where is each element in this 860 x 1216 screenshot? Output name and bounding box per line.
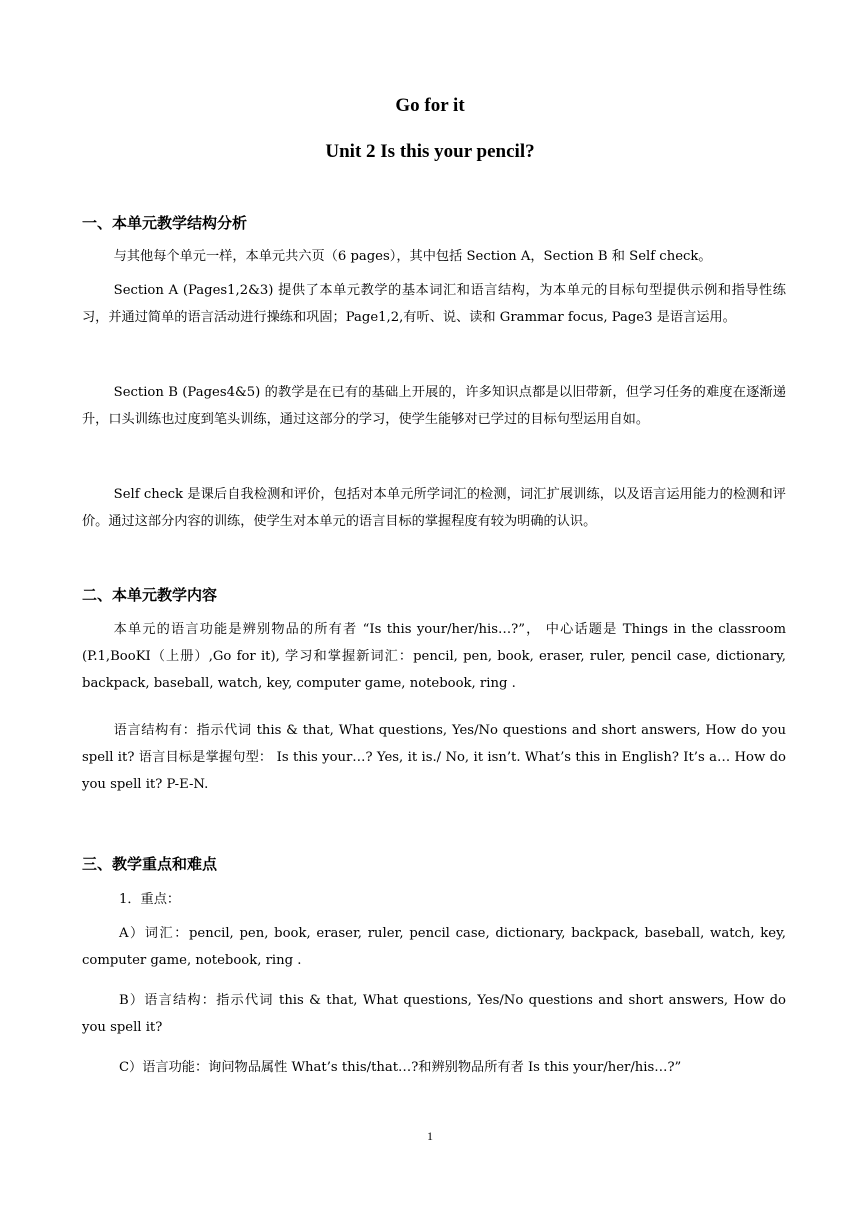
paragraph: 本单元的语言功能是辨别物品的所有者 “Is this your/her/his…?”， 中心话题是 Things in the classroom (P.1,BooKI（上册）,Go for it), 学习和掌握新词汇：pencil, pen, book, eraser, ruler, pencil case, dictionary, backpack, baseball, watch, key, computer game, notebook, ring .	[82, 622, 786, 691]
paragraph: 语言结构有：指示代词 this & that, What questions, Yes/No questions and short answers, How do you spell it? 语言目标是掌握句型： Is this your…? Yes, it is./ No, it isn’t. What’s this in English? It’s a… How do you spell it? P-E-N.	[82, 723, 786, 792]
section-heading: 三、教学重点和难点	[82, 855, 218, 873]
document-subtitle: Unit 2 Is this your pencil?	[325, 141, 535, 162]
document-title: Go for it	[395, 95, 465, 116]
page-number: 1	[427, 1129, 433, 1143]
section-heading: 二、本单元教学内容	[82, 586, 218, 604]
paragraph: Self check 是课后自我检测和评价，包括对本单元所学词汇的检测，词汇扩展训练，以及语言运用能力的检测和评价。通过这部分内容的训练，使学生对本单元的语言目标的掌握程度有较为明确的认识。	[82, 487, 786, 529]
paragraph: 与其他每个单元一样，本单元共六页（6 pages），其中包括 Section A，Section B 和 Self check。	[113, 249, 712, 264]
list-item: B）语言结构：指示代词 this & that, What questions, Yes/No questions and short answers, How do you spell it?	[82, 993, 786, 1035]
paragraph: Section A (Pages1,2&3) 提供了本单元教学的基本词汇和语言结构，为本单元的目标句型提供示例和指导性练习，并通过简单的语言活动进行操练和巩固；Page1,2,有听、说、读和 Grammar focus, Page3 是语言运用。	[82, 283, 786, 325]
list-item: C）语言功能：询问物品属性 What’s this/that…?和辨别物品所有者 Is this your/her/his…?”	[118, 1060, 682, 1075]
section-heading: 一、本单元教学结构分析	[82, 214, 248, 232]
list-item: A）词汇：pencil, pen, book, eraser, ruler, pencil case, dictionary, backpack, baseball, watch, key, computer game, notebook, ring .	[82, 926, 786, 968]
list-item: 1．重点：	[118, 892, 181, 907]
paragraph: Section B (Pages4&5) 的教学是在已有的基础上开展的，许多知识点都是以旧带新，但学习任务的难度在逐渐递升，口头训练也过度到笔头训练，通过这部分的学习，使学生能够对已学过的目标句型运用自如。	[82, 385, 786, 427]
